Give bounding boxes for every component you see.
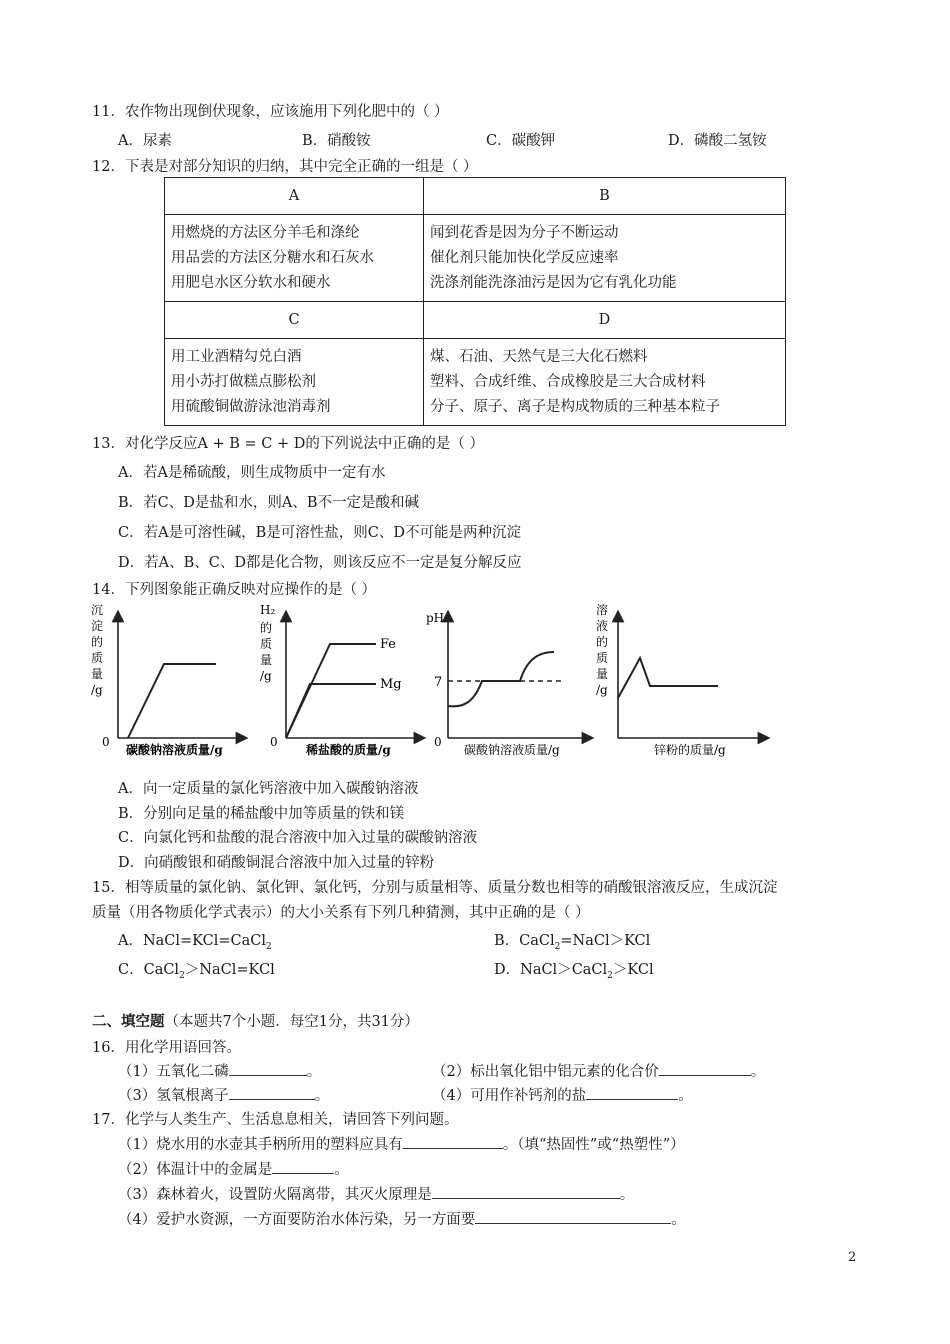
answer-blank[interactable] [475, 1211, 671, 1224]
y-label-char: 的 [91, 635, 104, 649]
knowledge-table [164, 177, 786, 426]
q14-option-b: B．分别向足量的稀盐酸中加等质量的铁和镁 [118, 806, 405, 822]
item-text: （1）烧水用的水壶其手柄所用的塑料应具有 [118, 1137, 403, 1153]
q15-option-c [118, 958, 275, 981]
y-label-char: 的 [596, 635, 609, 649]
x-label: 碳酸钠溶液质量/g [126, 743, 223, 757]
period: 。 [314, 1088, 330, 1104]
item-text: （4）可用作补钙剂的盐 [432, 1088, 587, 1104]
curve-fe [286, 644, 376, 738]
q15-option-b [494, 929, 650, 952]
q14-option-c: C．向氯化钙和盐酸的混合溶液中加入过量的碳酸钠溶液 [118, 830, 478, 846]
answer-blank[interactable] [229, 1063, 307, 1076]
q16-stem: 16．用化学用语回答。 [92, 1040, 241, 1056]
table-line: 用品尝的方法区分糖水和石灰水 [171, 249, 374, 266]
q17-item-2 [118, 1158, 349, 1179]
table-line: 分子、原子、离子是构成物质的三种基本粒子 [430, 398, 720, 415]
q11-option-a: A．尿素 [118, 133, 172, 149]
period: 。 [750, 1064, 766, 1080]
item-text: （3）氢氧根离子 [118, 1088, 229, 1104]
x-label: 锌粉的质量/g [654, 743, 726, 757]
q11-option-d: D．磷酸二氢铵 [668, 133, 767, 149]
table-header-d: D [424, 302, 786, 339]
graph-b [258, 602, 428, 760]
item-text: （2）体温计中的金属是 [118, 1162, 273, 1178]
curve [448, 652, 554, 706]
item-text: （2）标出氧化铝中铝元素的化合价 [432, 1064, 659, 1080]
section-title: 二、填空题 [92, 1013, 165, 1030]
subscript: 2 [607, 970, 613, 981]
y-label-char: /g [260, 669, 272, 683]
curve [618, 658, 718, 698]
q16-item-2 [432, 1060, 765, 1081]
answer-blank[interactable] [659, 1063, 751, 1076]
item-text: （4）爱护水资源，一方面要防治水体污染，另一方面要 [118, 1212, 476, 1228]
q15-option-a [118, 929, 272, 952]
y-label-char: 的 [260, 621, 273, 635]
subscript: 2 [179, 970, 185, 981]
subscript: 2 [554, 941, 561, 952]
q11-option-b: B．硝酸铵 [302, 133, 371, 149]
period: 。 [306, 1064, 322, 1080]
q16-item-1 [118, 1060, 321, 1081]
table-header-b: B [424, 178, 786, 215]
origin-label: 0 [102, 735, 110, 749]
q13-option-c: C．若A是可溶性碱，B是可溶性盐，则C、D不可能是两种沉淀 [118, 525, 521, 541]
table-header-a: A [165, 178, 424, 215]
q16-item-3 [118, 1084, 329, 1105]
table-cell-b [424, 215, 786, 302]
y-label-char: 质 [596, 651, 609, 665]
q13-option-a: A．若A是稀硫酸，则生成物质中一定有水 [118, 465, 386, 481]
option-text: D．NaCl＞CaCl [494, 962, 608, 978]
q12-stem: 12．下表是对部分知识的归纳，其中完全正确的一组是（ ） [92, 159, 478, 175]
q13-option-d: D．若A、B、C、D都是化合物，则该反应不一定是复分解反应 [118, 555, 522, 571]
table-cell-c [165, 339, 424, 426]
answer-blank[interactable] [272, 1161, 334, 1174]
origin-label: 0 [434, 735, 442, 749]
table-line: 闻到花香是因为分子不断运动 [430, 224, 619, 241]
option-text-rest: ＞KCl [612, 962, 654, 978]
q17-item-3 [118, 1183, 634, 1204]
item-text: （3）森林着火，设置防火隔离带，其灭火原理是 [118, 1187, 432, 1203]
page-number: 2 [848, 1250, 857, 1265]
y-label-char: 量 [260, 653, 273, 667]
y-label-char: 沉 [91, 603, 104, 617]
option-text: B．CaCl [494, 933, 555, 949]
table-line: 用工业酒精勾兑白酒 [171, 348, 302, 365]
graph-a [88, 602, 248, 760]
y-label-char: 质 [91, 651, 104, 665]
y-label-char: 量 [596, 667, 609, 681]
y-label-char: /g [596, 683, 608, 697]
option-text: C．CaCl [118, 962, 180, 978]
answer-blank[interactable] [229, 1087, 315, 1100]
y-label-char: 质 [260, 637, 273, 651]
graph-c [424, 602, 594, 760]
option-text: A．NaCl=KCl=CaCl [118, 933, 266, 949]
y-label-char: 液 [596, 619, 609, 633]
option-text-rest: ＞NaCl=KCl [184, 962, 275, 978]
q13-option-b: B．若C、D是盐和水，则A、B不一定是酸和碱 [118, 495, 420, 511]
y-label-char: 溶 [596, 603, 609, 617]
x-label: 碳酸钠溶液质量/g [464, 743, 560, 757]
table-line: 用小苏打做糕点膨松剂 [171, 373, 316, 390]
period: 。 [678, 1088, 693, 1104]
item-text-post: 。 [671, 1212, 686, 1228]
answer-blank[interactable] [586, 1087, 678, 1100]
answer-blank[interactable] [403, 1136, 503, 1149]
series-label-fe: Fe [380, 637, 397, 652]
tick-7-label: 7 [434, 675, 443, 690]
table-line: 洗涤剂能洗涤油污是因为它有乳化功能 [430, 274, 677, 291]
table-line: 煤、石油、天然气是三大化石燃料 [430, 348, 648, 365]
table-cell-d [424, 339, 786, 426]
q15-option-d [494, 958, 654, 981]
section-heading [92, 1010, 419, 1031]
table-line: 用燃烧的方法区分羊毛和涤纶 [171, 224, 360, 241]
option-text-rest: =NaCl＞KCl [560, 933, 651, 949]
series-label-mg: Mg [380, 677, 402, 692]
item-text-post: 。 [334, 1162, 349, 1178]
table-line: 用肥皂水区分软水和硬水 [171, 274, 331, 291]
q14-option-a: A．向一定质量的氯化钙溶液中加入碳酸钠溶液 [118, 781, 419, 797]
item-text: （1）五氧化二磷 [118, 1064, 229, 1080]
q13-stem: 13．对化学反应A + B = C + D的下列说法中正确的是（ ） [92, 436, 485, 452]
item-text-post: 。 [619, 1187, 635, 1203]
q15-stem-line1: 15．相等质量的氯化钠、氯化钾、氯化钙，分别与质量相等、质量分数也相等的硝酸银溶液反应，生成沉淀 [92, 880, 778, 896]
y-label: pH [426, 611, 445, 625]
q14-option-d: D．向硝酸银和硝酸铜混合溶液中加入过量的锌粉 [118, 855, 435, 871]
y-label-char: H₂ [260, 603, 276, 617]
table-header-c: C [165, 302, 424, 339]
q11-option-c: C．碳酸钾 [486, 133, 556, 149]
q11-stem: 11．农作物出现倒伏现象，应该施用下列化肥中的（ ） [92, 104, 449, 120]
curve [128, 664, 216, 738]
section-note: （本题共7个小题．每空1分，共31分） [164, 1014, 419, 1030]
q15-stem-line2: 质量（用各物质化学式表示）的大小关系有下列几种猜测，其中正确的是（ ） [92, 905, 590, 921]
answer-blank[interactable] [432, 1186, 620, 1199]
x-label: 稀盐酸的质量/g [306, 743, 391, 757]
q16-item-4 [432, 1084, 693, 1105]
table-cell-a [165, 215, 424, 302]
q17-item-1 [118, 1133, 685, 1154]
q17-item-4 [118, 1208, 686, 1229]
q14-stem: 14．下列图象能正确反映对应操作的是（ ） [92, 582, 377, 598]
y-label-char: 淀 [91, 619, 104, 633]
item-text-post: 。（填“热固性”或“热塑性”） [502, 1137, 685, 1153]
origin-label: 0 [270, 735, 278, 749]
q17-stem: 17．化学与人类生产、生活息息相关，请回答下列问题。 [92, 1112, 459, 1128]
y-label-char: /g [91, 683, 103, 697]
table-line: 催化剂只能加快化学反应速率 [430, 249, 619, 266]
table-line: 塑料、合成纤维、合成橡胶是三大合成材料 [430, 373, 706, 390]
graph-d [594, 602, 770, 760]
subscript: 2 [265, 941, 272, 952]
y-label-char: 量 [91, 667, 104, 681]
table-line: 用硫酸铜做游泳池消毒剂 [171, 398, 331, 415]
